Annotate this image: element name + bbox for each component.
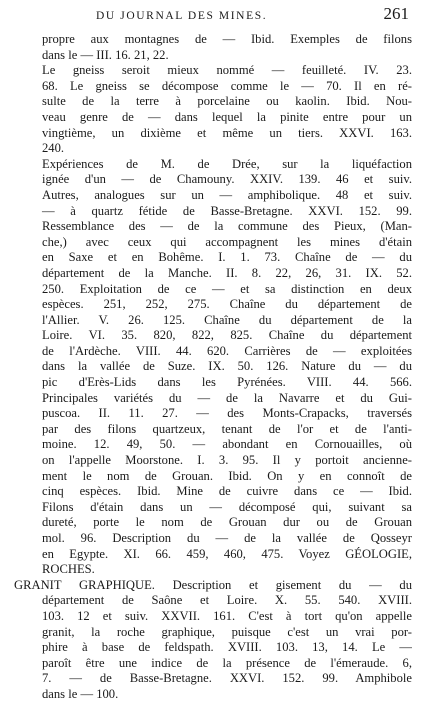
text-line: che,) avec ceux qui accompagnent les mines d'étain xyxy=(42,234,412,249)
text-line: ROCHES. xyxy=(42,562,95,577)
running-title: DU JOURNAL DES MINES. xyxy=(96,10,268,22)
text-line: veau genre de — dans lequel la pinite entre pour un xyxy=(42,109,412,124)
text-line: en Saxe et en Bohême. I. 1. 73. Chaîne de — du xyxy=(42,250,412,265)
text-line: GRANIT GRAPHIQUE. Description et gisement du — du xyxy=(14,577,412,592)
text-line: ment le nom de Grouan. Ibid. On y en connoît de xyxy=(42,468,412,483)
text-line: Principales variétés du — de la Navarre et du Gui- xyxy=(42,390,412,405)
text-line: moine. 12. 49, 50. — abondant en Cornouailles, où xyxy=(42,437,412,452)
text-line: puscoa. II. 11. 27. — des Monts-Crapacks, traversés xyxy=(42,406,412,421)
text-line: cinq espèces. Ibid. Mine de cuivre dans ce — Ibid. xyxy=(42,484,412,499)
text-line: l'Allier. V. 26. 125. Chaîne du département de la xyxy=(42,312,412,327)
text-line: dans le — III. 16. 21, 22. xyxy=(42,47,169,62)
text-line: de l'Ardèche. VIII. 44. 620. Carrières de — exploitées xyxy=(42,343,412,358)
text-line: on l'appelle Moorstone. I. 3. 95. Il y portoit ancienne- xyxy=(42,453,412,468)
text-line: propre aux montagnes de — Ibid. Exemples de filons xyxy=(42,32,412,46)
text-line: Filons d'étain dans un — décomposé qui, suivant sa xyxy=(42,499,412,514)
text-line: département de Saône et Loire. X. 55. 540. XVIII. xyxy=(42,593,412,608)
text-line: en Egypte. XI. 66. 459, 460, 475. Voyez GÉOLOGIE, xyxy=(42,546,412,561)
text-line: dureté, porte le nom de Grouan dur ou de Grouan xyxy=(42,515,412,530)
text-line: Autres, analogues sur un — amphibolique. 48 et suiv. xyxy=(42,187,412,202)
text-line: granit, la roche graphique, puisque c'est un vrai por- xyxy=(42,624,412,639)
text-line: département de la Manche. II. 8. 22, 26, 31. IX. 52. xyxy=(42,265,412,280)
text-line: Loire. VI. 35. 820, 822, 825. Chaîne du département xyxy=(42,328,412,343)
text-line: dans la vallée de Suze. IX. 50. 126. Nature du — du xyxy=(42,359,412,374)
text-line: vingtième, un dixième et même un tiers. XXVI. 163. xyxy=(42,125,412,140)
text-line: phire à base de feldspath. XVIII. 103. 13, 14. Le — xyxy=(42,640,412,655)
text-line: 68. Le gneiss se décompose comme le — 70. Il en ré- xyxy=(42,78,412,93)
text-line: dans le — 100. xyxy=(42,686,119,701)
text-line: 240. xyxy=(42,141,65,156)
text-line: mol. 96. Description du — de la vallée de Qosseyr xyxy=(42,531,412,545)
text-line: espèces. 251, 252, 275. Chaîne du département de xyxy=(42,297,412,312)
text-line: Ressemblance des — de la commune des Pieux, (Man- xyxy=(42,219,412,234)
text-line: Le gneiss seroit mieux nommé — feuilleté. IV. 23. xyxy=(42,63,412,78)
text-line: pic d'Erès-Lids dans les Pyrénées. VIII. 44. 566. xyxy=(42,375,412,390)
text-line: sulte de la terre à porcelaine ou kaolin. Ibid. Nou- xyxy=(42,94,412,109)
page-header xyxy=(0,4,423,30)
page-number: 261 xyxy=(383,4,409,23)
text-line: Expériences de M. de Drée, sur la liquéfaction xyxy=(42,156,412,171)
index-text xyxy=(14,32,412,703)
text-line: — à quartz fétide de Basse-Bretagne. XXVI. 152. 99. xyxy=(42,203,412,218)
text-line: 7. — de Basse-Bretagne. XXVI. 152. 99. Amphibole xyxy=(42,671,412,686)
text-line: paroît être une indice de la présence de l'émeraude. 6, xyxy=(42,655,412,670)
text-line: ignée d'un — de Chamouny. XXIV. 139. 46 et suiv. xyxy=(42,172,412,187)
text-line: 250. Exploitation de ce — et sa distinction en deux xyxy=(42,281,412,296)
text-line: 103. 12 et suiv. XXVII. 161. C'est à tort qu'on appelle xyxy=(42,608,412,623)
text-line: par des filons quartzeux, tenant de l'or et de l'anti- xyxy=(42,421,412,436)
